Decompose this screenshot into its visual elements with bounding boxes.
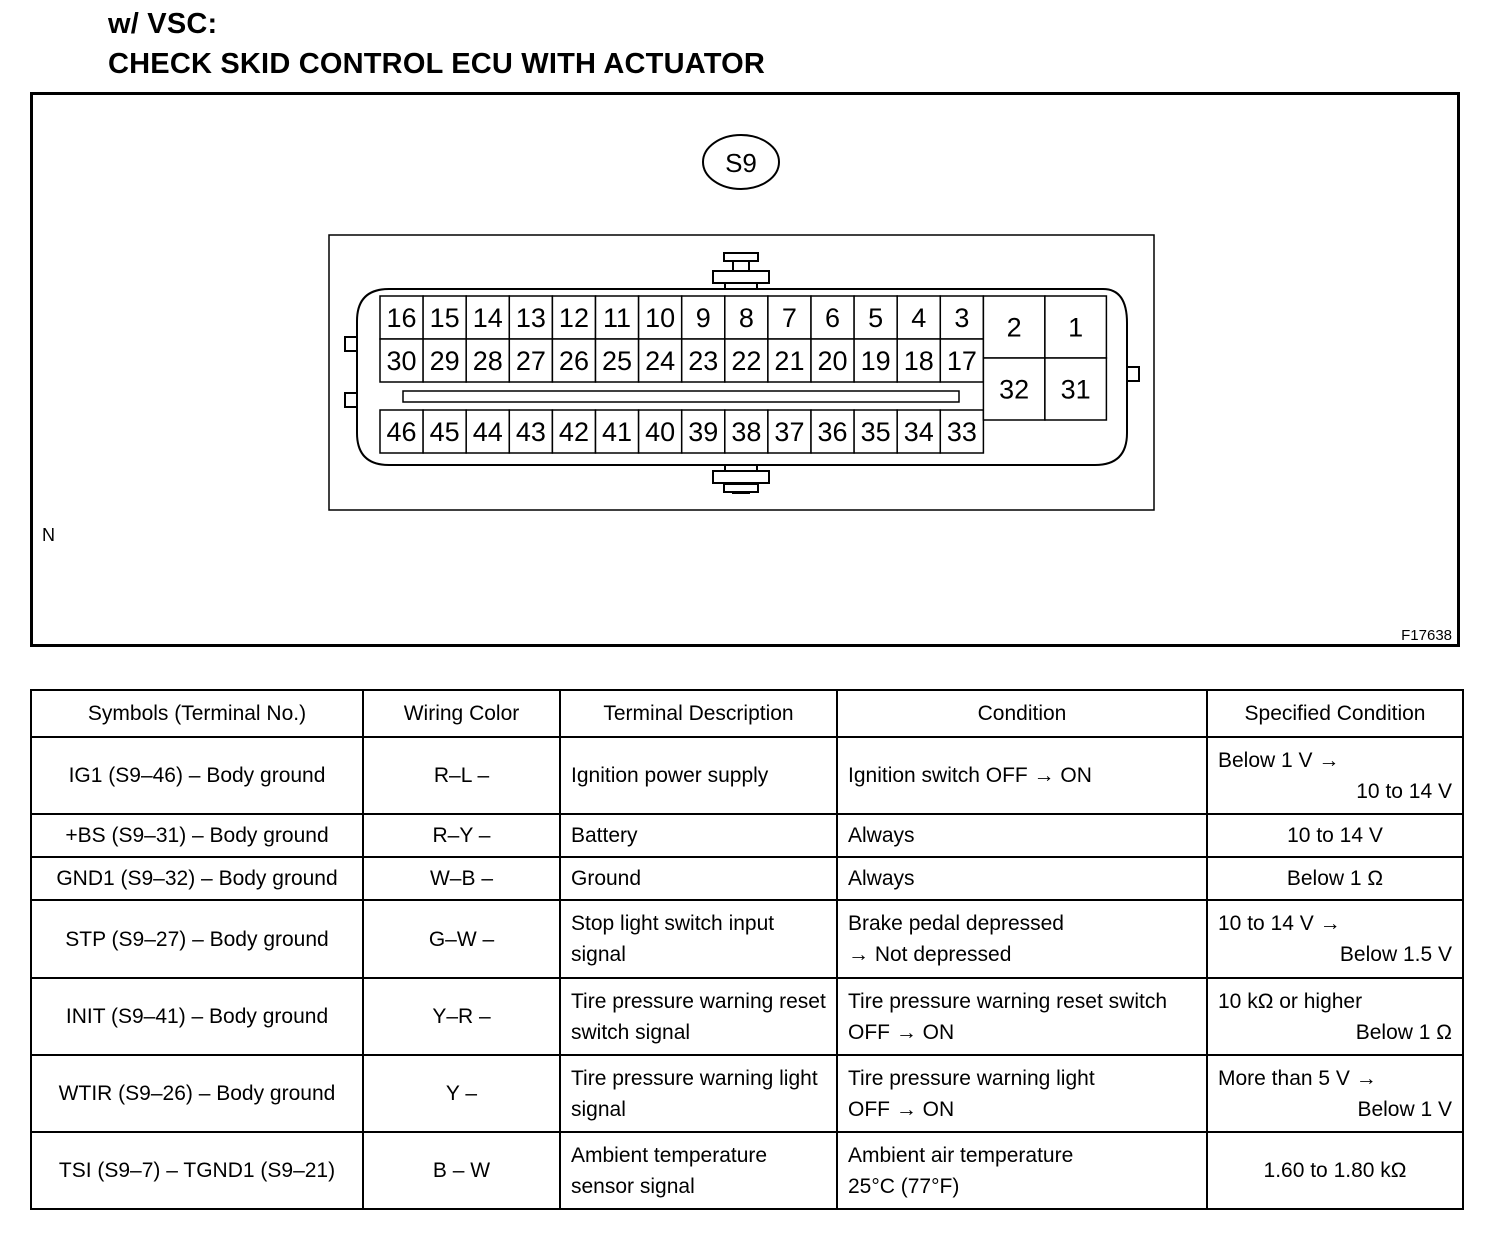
pin-38 [725, 410, 768, 453]
cell-condition: Always [837, 857, 1207, 900]
table-row [31, 978, 1463, 1055]
pin-4 [897, 296, 940, 339]
pin-44 [466, 410, 509, 453]
spec-after: Below 1 V [1357, 1097, 1452, 1121]
pin-number: 26 [558, 346, 589, 377]
pin-33 [940, 410, 983, 453]
pin-number: 40 [645, 417, 676, 448]
cell-description: Tire pressure warning reset switch signal [560, 978, 837, 1055]
pin-number: 43 [515, 417, 546, 448]
pin-number: 7 [781, 303, 797, 334]
cell-condition: Always [837, 814, 1207, 857]
cell-specified-condition: 1.60 to 1.80 kΩ [1207, 1132, 1463, 1209]
connector-diagram-frame [30, 92, 1460, 647]
condition-line-1: Brake pedal depressed [848, 912, 1064, 935]
cell-symbol: WTIR (S9–26) – Body ground [31, 1055, 363, 1132]
cell-condition [837, 1055, 1207, 1132]
cell-wiring-color: W–B – [363, 857, 560, 900]
left-nub-upper [345, 337, 357, 351]
pin-number: 16 [386, 303, 417, 334]
pin-number: 17 [946, 346, 977, 377]
pin-25 [596, 339, 639, 382]
header-symbols: Symbols (Terminal No.) [31, 690, 363, 737]
corner-label: N [42, 525, 55, 545]
table-row [31, 814, 1463, 857]
condition-line-1: Ambient air temperature [848, 1143, 1074, 1167]
pin-7 [768, 296, 811, 339]
pin-18 [897, 339, 940, 382]
cell-description: Tire pressure warning light signal [560, 1055, 837, 1132]
pin-1 [1045, 296, 1107, 358]
pin-9 [682, 296, 725, 339]
condition-line-1: Tire pressure warning reset switch [848, 989, 1167, 1013]
cell-wiring-color: B – W [363, 1132, 560, 1209]
pin-number: 9 [695, 303, 711, 334]
pin-21 [768, 339, 811, 382]
spec-after: 10 to 14 V [1356, 779, 1452, 803]
pin-22 [725, 339, 768, 382]
pin-number: 21 [774, 346, 805, 377]
cell-description: Battery [560, 814, 837, 857]
header-wiring-color: Wiring Color [363, 690, 560, 737]
pin-number: 25 [602, 346, 633, 377]
cell-description: Ground [560, 857, 837, 900]
pin-42 [552, 410, 595, 453]
pin-number: 8 [738, 303, 754, 334]
terminal-spec-table-wrap [30, 689, 1464, 1210]
pin-number: 11 [603, 303, 632, 334]
pin-10 [639, 296, 682, 339]
cell-symbol: +BS (S9–31) – Body ground [31, 814, 363, 857]
pin-number: 22 [731, 346, 762, 377]
cell-symbol: GND1 (S9–32) – Body ground [31, 857, 363, 900]
pin-number: 3 [954, 303, 970, 334]
cell-description: Ignition power supply [560, 737, 837, 814]
pin-row-middle [380, 339, 983, 382]
title-line-2: CHECK SKID CONTROL ECU WITH ACTUATOR [108, 48, 765, 80]
cell-specified-condition: Below 1 Ω [1207, 857, 1463, 900]
condition-line-2: → Not depressed [848, 943, 1012, 966]
cell-wiring-color: Y–R – [363, 978, 560, 1055]
pin-17 [940, 339, 983, 382]
condition-line-1: Tire pressure warning light [848, 1066, 1095, 1090]
pin-26 [552, 339, 595, 382]
pin-number: 2 [1006, 312, 1022, 343]
pin-34 [897, 410, 940, 453]
cell-specified-condition: 10 to 14 V [1207, 814, 1463, 857]
cell-description: Stop light switch input signal [560, 900, 837, 978]
pin-30 [380, 339, 423, 382]
pin-number: 1 [1068, 312, 1084, 343]
pin-2 [983, 296, 1045, 358]
pin-14 [466, 296, 509, 339]
cell-specified-condition [1207, 1055, 1463, 1132]
connector-diagram [33, 95, 1457, 644]
pin-39 [682, 410, 725, 453]
left-nub-lower [345, 393, 357, 407]
pin-6 [811, 296, 854, 339]
cell-symbol: INIT (S9–41) – Body ground [31, 978, 363, 1055]
spec-before: Below 1 V → [1218, 748, 1340, 772]
pin-number: 28 [472, 346, 503, 377]
cell-description: Ambient temperature sensor signal [560, 1132, 837, 1209]
cell-wiring-color: G–W – [363, 900, 560, 978]
pin-number: 27 [515, 346, 546, 377]
pin-row-upper [380, 296, 983, 339]
table-row [31, 900, 1463, 978]
spec-before: 10 kΩ or higher [1218, 989, 1363, 1013]
pin-number: 10 [645, 303, 676, 334]
pin-13 [509, 296, 552, 339]
pin-16 [380, 296, 423, 339]
cell-specified-condition [1207, 900, 1463, 978]
pin-number: 45 [429, 417, 460, 448]
cell-wiring-color: Y – [363, 1055, 560, 1132]
spec-before: More than 5 V → [1218, 1066, 1377, 1090]
pin-number: 38 [731, 417, 762, 448]
bottom-latch [713, 465, 769, 493]
pin-number: 12 [558, 303, 589, 334]
pin-3 [940, 296, 983, 339]
header-terminal-description: Terminal Description [560, 690, 837, 737]
spec-after: Below 1 Ω [1355, 1020, 1452, 1044]
cell-condition [837, 978, 1207, 1055]
pin-46 [380, 410, 423, 453]
pin-number: 24 [645, 346, 676, 377]
pin-number: 41 [602, 417, 633, 448]
cell-specified-condition [1207, 978, 1463, 1055]
pin-37 [768, 410, 811, 453]
pin-block-right [983, 296, 1106, 420]
pin-5 [854, 296, 897, 339]
pin-number: 20 [817, 346, 848, 377]
table-row [31, 1055, 1463, 1132]
spec-before: 10 to 14 V → [1218, 912, 1341, 935]
pin-41 [596, 410, 639, 453]
pin-number: 4 [911, 303, 927, 334]
pin-20 [811, 339, 854, 382]
condition-line-2: 25°C (77°F) [848, 1174, 960, 1198]
pin-number: 36 [817, 417, 848, 448]
pin-number: 5 [868, 303, 884, 334]
header-condition: Condition [837, 690, 1207, 737]
pin-number: 35 [860, 417, 891, 448]
pin-number: 14 [472, 303, 503, 334]
pin-27 [509, 339, 552, 382]
pin-number: 23 [688, 346, 719, 377]
pin-number: 46 [386, 417, 417, 448]
right-nub [1127, 367, 1139, 381]
pin-31 [1045, 358, 1107, 420]
pin-11 [596, 296, 639, 339]
pin-43 [509, 410, 552, 453]
cell-symbol: TSI (S9–7) – TGND1 (S9–21) [31, 1132, 363, 1209]
spec-after: Below 1.5 V [1339, 943, 1452, 966]
pin-36 [811, 410, 854, 453]
pin-35 [854, 410, 897, 453]
pin-number: 42 [558, 417, 589, 448]
pin-12 [552, 296, 595, 339]
pin-number: 29 [429, 346, 460, 377]
pin-number: 30 [386, 346, 417, 377]
cell-wiring-color: R–L – [363, 737, 560, 814]
pin-number: 15 [429, 303, 460, 334]
pin-number: 34 [903, 417, 934, 448]
cell-condition: Ignition switch OFF → ON [837, 737, 1207, 814]
cell-condition [837, 900, 1207, 978]
table-row [31, 737, 1463, 814]
figure-code: F17638 [1401, 627, 1452, 644]
pin-number: 39 [688, 417, 719, 448]
table-header-row [31, 690, 1463, 737]
cell-condition [837, 1132, 1207, 1209]
pin-number: 6 [825, 303, 841, 334]
condition-line-2: OFF → ON [848, 1097, 955, 1121]
pin-28 [466, 339, 509, 382]
top-latch [713, 253, 769, 289]
pin-number: 32 [999, 374, 1030, 405]
cell-wiring-color: R–Y – [363, 814, 560, 857]
pin-row-lower [380, 410, 983, 453]
pin-29 [423, 339, 466, 382]
cell-specified-condition [1207, 737, 1463, 814]
pin-45 [423, 410, 466, 453]
condition-line-2: OFF → ON [848, 1020, 955, 1044]
pin-15 [423, 296, 466, 339]
pin-24 [639, 339, 682, 382]
table-row [31, 1132, 1463, 1209]
pin-23 [682, 339, 725, 382]
pin-number: 33 [946, 417, 977, 448]
pin-number: 18 [903, 346, 934, 377]
pin-19 [854, 339, 897, 382]
table-row [31, 857, 1463, 900]
row-divider-bar [403, 391, 959, 402]
pin-number: 44 [472, 417, 503, 448]
connector-label: S9 [725, 148, 757, 178]
title-line-1: w/ VSC: [108, 8, 218, 40]
header-specified-condition: Specified Condition [1207, 690, 1463, 737]
cell-symbol: STP (S9–27) – Body ground [31, 900, 363, 978]
pin-number: 13 [515, 303, 546, 334]
cell-symbol: IG1 (S9–46) – Body ground [31, 737, 363, 814]
terminal-spec-table [30, 689, 1464, 1210]
pin-number: 37 [774, 417, 805, 448]
pin-number: 19 [860, 346, 891, 377]
pin-40 [639, 410, 682, 453]
pin-number: 31 [1060, 374, 1091, 405]
pin-32 [983, 358, 1045, 420]
pin-8 [725, 296, 768, 339]
